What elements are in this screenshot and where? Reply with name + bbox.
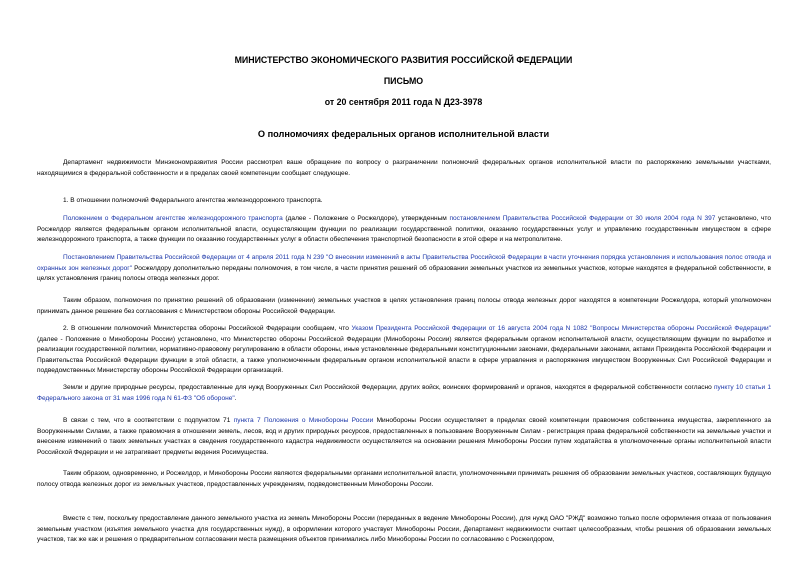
paragraph-lands-federal-ownership bbox=[37, 383, 771, 404]
paragraph-joint-authority-conclusion: Таким образом, одновременно, и Росжелдор, и Минобороны России являются федеральными органами исполнительной власти, уполномоченными принимать решения об образовании земельных участков, составляющих будущую полосу отвода железных дорог из земельных участков, предоставленных учреждениям, подведомственным Минобороны России. bbox=[37, 470, 771, 488]
subject-heading: О полномочиях федеральных органов исполнительной власти bbox=[257, 129, 550, 139]
paragraph-intro: Департамент недвижимости Минэкономразвития России рассмотрел ваше обращение по вопросу о разграничении полномочий федеральных органов исполнительной власти по распоряжению земельными участками, находящимися в федеральной собственности и в пределах своей компетенции сообщает следующее. bbox=[37, 159, 771, 177]
link-government-resolution-239[interactable]: Постановлением Правительства Российской Федерации от 4 апреля 2011 года N 239 "О внесении изменений в акты Правительства Российской Федерации в части уточнения порядка установления и использования полос отвода и охранных зон железных дорог" bbox=[37, 254, 771, 272]
paragraph-text: Росжелдору дополнительно переданы полномочия, в том числе, в части принятия решений об образовании земельных участков из земельных участков, которые находятся в федеральной собственности, в целях установления границ полосы отвода железных дорог. bbox=[37, 264, 771, 283]
paragraph-text: Минобороны России осуществляет в пределах своей компетенции правомочия собственника имущества, закрепленного за Вооруженными Силами, а также правомочия в отношении земель, лесов, вод и других природных ресурсов, предоставленных в пользование Вооруженным Силам - регистрация права федеральной собственности на земельные участки и внесение изменений о таких земельных участках в сведения государственного кадастра недвижимости осуществляется на основании решения Минобороны России путем ходатайства в уполномоченные органы исполнительной власти Российской Федерации и не затрагивает предметы ведения Росимущества. bbox=[37, 417, 771, 456]
paragraph-text: . bbox=[234, 394, 237, 402]
paragraph-resolution-239 bbox=[37, 253, 771, 285]
paragraph-roszheldor-regulation bbox=[37, 214, 771, 246]
link-government-resolution-397[interactable]: постановлением Правительства Российской Федерации от 30 июля 2004 года N 397 bbox=[449, 215, 716, 222]
paragraph-text: установлено, что Росжелдор является федеральным органом исполнительной власти, осуществляющим функции по реализации государственной политики, оказанию государственных услуг и управлению государственным имуществом в сфере железнодорожного транспорта, а также функции по оказанию государственных услуг в области обеспечения транспортной безопасности в этой сфере и на метрополитене. bbox=[37, 215, 771, 244]
link-defense-regulation-item-7[interactable]: пункта 7 Положения о Минобороны России bbox=[233, 417, 374, 424]
paragraph-text: Земли и другие природные ресурсы, предоставленные для нужд Вооруженных Сил Российской Федерации, других войск, воинских формирований и органов, находятся в федеральной собственности согласно bbox=[63, 384, 714, 391]
link-defense-law-61fz[interactable]: пункту 10 статьи 1 Федерального закона от 31 мая 1996 года N 61-ФЗ "Об обороне" bbox=[37, 384, 771, 402]
paragraph-defense-ministry-powers bbox=[37, 416, 771, 458]
paragraph-text: (далее - Положение о Минобороны России) установлено, что Министерство обороны Российской Федерации (Минобороны России) является федеральным органом исполнительной власти, осуществляющим функции по выработке и реализации государственной политики, нормативно-правовому регулированию в области обороны, иные установленные федеральными конституционными законами, федеральными законами, актами Президента Российской Федерации и Правительства Российской Федерации функции в этой области, а также уполномоченным федеральным органом исполнительной власти в сфере управления и распоряжения имуществом Вооруженных Сил Российской Федерации и подведомственных Министерству обороны Российской Федерации организаций. bbox=[37, 335, 771, 375]
paragraph-text: (далее - Положение о Росжелдоре), утвержденным bbox=[282, 215, 450, 222]
document-type-heading: ПИСЬМО bbox=[383, 76, 424, 86]
link-presidential-decree-1082[interactable]: Указом Президента Российской Федерации от 16 августа 2004 года N 1082 "Вопросы Министерства обороны Российской Федерации" bbox=[351, 325, 771, 332]
link-roszheldor-regulation[interactable]: Положением о Федеральном агентстве железнодорожного транспорта bbox=[63, 215, 283, 222]
paragraph-text: 2. В отношении полномочий Министерства обороны Российской Федерации сообщаем, что bbox=[63, 325, 352, 332]
paragraph-section-1-title: 1. В отношении полномочий Федерального агентства железнодорожного транспорта. bbox=[63, 197, 323, 204]
paragraph-recommendation: Вместе с тем, поскольку предоставление данного земельного участка из земель Минобороны России (переданных в ведение Минобороны России), для нужд ОАО "РЖД" возможно только после оформления отказа от пользования земельным участком (изъятия земельного участка для государственных нужд), в оформлении которого участвует Минобороны России, Департамент недвижимости считает целесообразным, чтобы решения об образовании земельных участков, так же как и решения о предварительном согласовании места размещения объектов принимались либо Минобороны России по согласованию с Росжелдором, bbox=[37, 515, 771, 544]
ministry-heading: МИНИСТЕРСТВО ЭКОНОМИЧЕСКОГО РАЗВИТИЯ РОССИЙСКОЙ ФЕДЕРАЦИИ bbox=[234, 55, 573, 65]
paragraph-section-2-defense bbox=[37, 324, 771, 377]
date-number-heading: от 20 сентября 2011 года N Д23-3978 bbox=[324, 97, 483, 107]
paragraph-text: В связи с тем, что в соответствии с подпунктом 71 bbox=[63, 417, 234, 424]
paragraph-roszheldor-conclusion: Таким образом, полномочия по принятию решений об образовании (изменении) земельных участков в целях установления границ полосы отвода железных дорог находятся в компетенции Росжелдора, который уполномочен принимать данное решение без согласования с Министерством обороны Российской Федерации. bbox=[37, 297, 771, 315]
